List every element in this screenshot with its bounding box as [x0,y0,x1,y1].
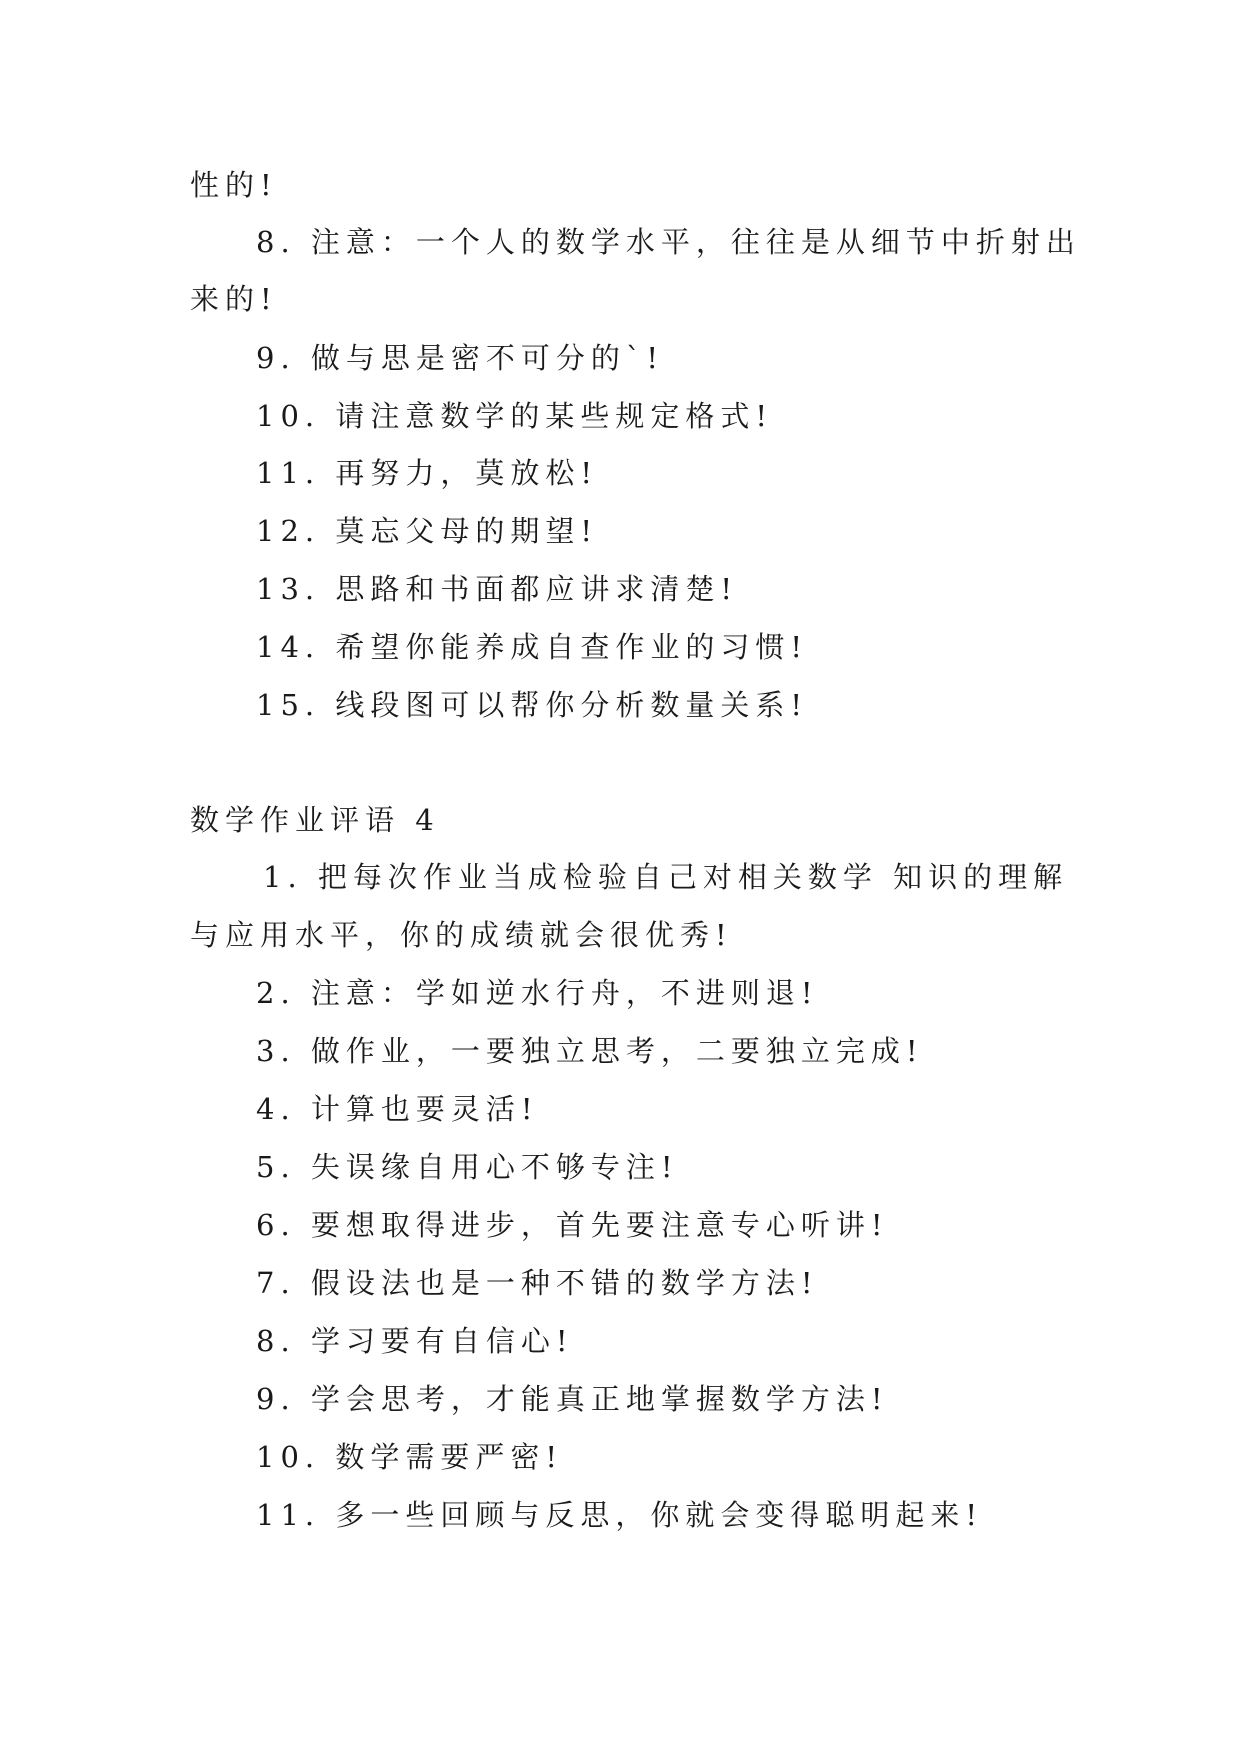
comment-item-8-line2: 来的! [190,282,278,316]
comment-item-11: 11. 再努力，莫放松! [256,456,598,490]
section4-item-1-line2: 与应用水平，你的成绩就会很优秀! [190,918,733,952]
section4-item-4: 4. 计算也要灵活! [256,1092,539,1126]
section4-item-9: 9. 学会思考，才能真正地掌握数学方法! [256,1382,889,1416]
comment-item-9: 9. 做与思是密不可分的`! [256,341,665,375]
comment-item-12: 12. 莫忘父母的期望! [256,514,598,548]
section-heading: 数学作业评语 4 [190,803,440,837]
comment-item-14: 14. 希望你能养成自查作业的习惯! [256,630,808,664]
section4-item-3: 3. 做作业，一要独立思考，二要独立完成! [256,1034,924,1068]
section4-item-8: 8. 学习要有自信心! [256,1324,574,1358]
continuation-line: 性的! [190,168,278,202]
comment-item-13: 13. 思路和书面都应讲求清楚! [256,572,738,606]
section4-item-7: 7. 假设法也是一种不错的数学方法! [256,1266,819,1300]
comment-item-10: 10. 请注意数学的某些规定格式! [256,399,773,433]
section4-item-2: 2. 注意：学如逆水行舟，不进则退! [256,976,819,1010]
comment-item-15: 15. 线段图可以帮你分析数量关系! [256,688,808,722]
section4-item-5: 5. 失误缘自用心不够专注! [256,1150,679,1184]
section4-item-6: 6. 要想取得进步，首先要注意专心听讲! [256,1208,889,1242]
section4-item-11: 11. 多一些回顾与反思，你就会变得聪明起来! [256,1498,983,1532]
section4-item-1-line1: 1. 把每次作业当成检验自己对相关数学 知识的理解 [263,860,1069,894]
comment-item-8-line1: 8. 注意：一个人的数学水平，往往是从细节中折射出 [256,225,1081,259]
section4-item-10: 10. 数学需要严密! [256,1440,563,1474]
